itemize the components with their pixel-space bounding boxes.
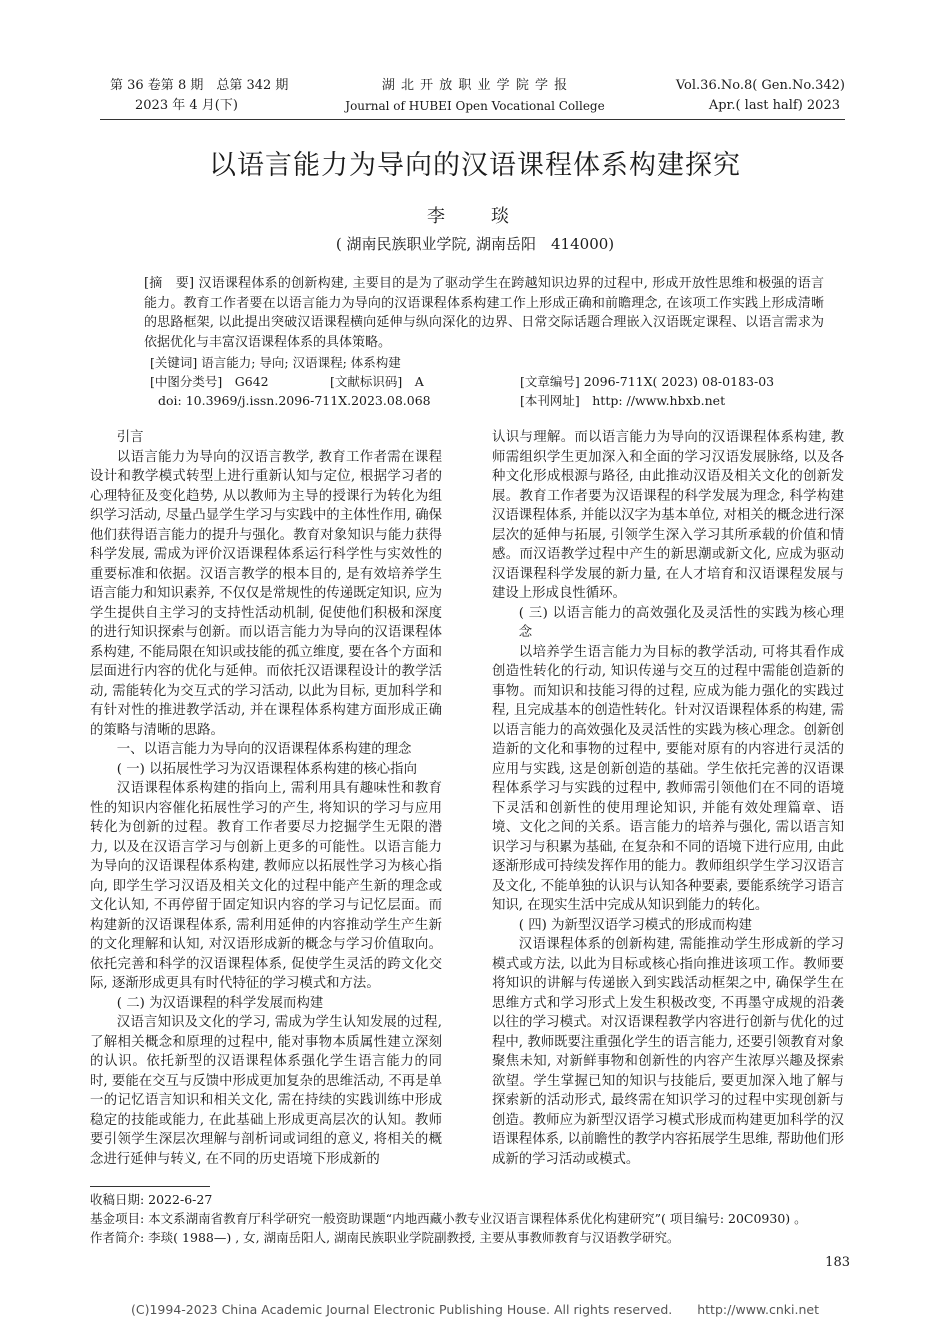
header-rule bbox=[100, 119, 845, 120]
section-heading: ( 一) 以拓展性学习为汉语课程体系构建的核心指向 bbox=[116, 761, 417, 777]
page-number: 183 bbox=[825, 1255, 850, 1270]
volume-info-en: Vol.36.No.8( Gen.No.342) bbox=[675, 78, 845, 93]
author-name: 李 琰 bbox=[427, 206, 523, 227]
body-paragraph: 以语言能力为导向的汉语言教学, 教育工作者需在课程设计和教学模式转型上进行重新认知与定位, 根据学习者的心理特征及变化趋势, 从以教师为主导的授课行为转化为组织学习活动, 尽量凸显学生学习与实践中的主体性作用, 确保他们获得语言能力的提升与强化。教育对象知识与能力获得科学发展, 需成为评价汉语课程体系运行科学性与实效性的重要标准和依据。汉语言教学的根本目的, 是有效培养学生语言能力和知识素养, 不仅仅是常规性的传递既定知识, 应为学生提供自主学习的支持性活动机制, 促使他们积极和深度的进行知识探索与创新。而以语言能力为导向的汉语课程体系构建, 不能局限在知识或技能的孤立维度, 要在各个方面和层面进行内容的优化与延伸。而依托汉语课程设计的教学活动, 需能转化为交互式的学习活动, 以此为目标, 更加科学和有针对性的推进教学活动, 并在课程体系构建方面形成正确的策略与清晰的思路。 bbox=[90, 449, 442, 738]
issue-date-en: Apr.( last half) 2023 bbox=[708, 98, 840, 113]
section-heading: ( 二) 为汉语课程的科学发展而构建 bbox=[116, 995, 324, 1011]
section-heading: 一、以语言能力为导向的汉语课程体系构建的理念 bbox=[116, 742, 412, 757]
author-affiliation: ( 湖南民族职业学院, 湖南岳阳 414000) bbox=[335, 235, 615, 253]
abstract-text: 汉语课程体系的创新构建, 主要目的是为了驱动学生在跨越知识边界的过程中, 形成开放性思维和极强的语言能力。教育工作者要在以语言能力为导向的汉语课程体系构建工作上形成正确和前瞻理念, 在该项工作实践上形成清晰的思路框架, 以此提出突破汉语课程横向延伸与纵向深化的边界、日常交际话题合理嵌入汉语既定课程、以语言需求为依据优化与丰富汉语课程体系的具体策略。 bbox=[144, 276, 825, 350]
body-paragraph: 以培养学生语言能力为目标的教学活动, 可将其看作成创造性转化的行动, 知识传递与交互的过程中需能创造新的事物。而知识和技能习得的过程, 应成为能力强化的实践过程, 且完成基本的创造性转化。针对汉语课程体系的构建, 需以语言能力的高效强化及灵活性的实践为核心理念。创新创造新的文化和事物的过程中, 要能对原有的内容进行灵活的应用与实践, 这是创新创造的基础。学生依托完善的汉语课程体系学习与实践的过程中, 教师需引领他们在不同的语境下灵活和创新性的使用理论知识, 并能有效处理篇章、语境、文化之间的关系。语言能力的培养与强化, 需以语言知识学习与积累为基础, 在复杂和不同的语境下进行应用, 由此逐渐形成可持续发挥作用的能力。教师组织学生学习汉语言及文化, 不能单独的认识与认知各种要素, 要能系统学习语言知识, 在现实生活中完成从知识到能力的转化。 bbox=[492, 644, 844, 913]
body-paragraph: 汉语课程体系构建的指向上, 需利用具有趣味性和教育性的知识内容催化拓展性学习的产生, 将知识的学习与应用转化为创新的过程。教育工作者要尽力挖掘学生无限的潜力, 以及在汉语言学习与创新上更多的可能性。以语言能力为导向的汉语课程体系构建, 教师应以拓展性学习为核心指向, 即学生学习汉语及相关文化的过程中能产生新的理念或文化认知, 不再停留于固定知识内容的学习与记忆层面。而构建新的汉语课程体系, 需利用延伸的内容推动学生产生新的文化理解和认知, 对汉语形成新的概念与学习价值取向。依托完善和科学的汉语课程体系, 促使学生灵活的跨文化交际, 逐渐形成更具有时代特征的学习模式和方法。 bbox=[90, 781, 442, 991]
article-number: [文章编号] 2096-711X( 2023) 08-0183-03 bbox=[520, 374, 775, 389]
intro-heading: 引言 bbox=[116, 430, 144, 445]
body-paragraph: 汉语课程体系的创新构建, 需能推动学生形成新的学习模式或方法, 以此为目标或核心指向推进该项工作。教师要将知识的讲解与传递嵌入到实践活动框架之中, 确保学生在思维方式和学习形式上发生积极改变, 不再墨守成规的沿袭以往的学习模式。对汉语课程教学内容进行创新与优化的过程中, 教师既要注重强化学生的语言能力, 还要引领教育对象聚焦未知, 对新鲜事物和创新性的内容产生浓厚兴趣及探索欲望。学生掌握已知的知识与技能后, 要更加深入地了解与探索新的活动形式, 最终需在知识学习的过程中实现创新与创造。教师应为新型汉语学习模式形成而构建更加科学的汉语课程体系, 以前瞻性的教学内容拓展学生思维, 帮助他们形成新的学习活动或模式。 bbox=[492, 937, 844, 1167]
abstract bbox=[144, 274, 824, 352]
section-heading: ( 三) 以语言能力的高效强化及灵活性的实践为核心理念 bbox=[518, 605, 844, 640]
body-right-column bbox=[492, 428, 844, 1169]
keywords: [关键词] 语言能力; 导向; 汉语课程; 体系构建 bbox=[150, 355, 401, 370]
issue-info: 第 36 卷第 8 期 总第 342 期 bbox=[110, 78, 289, 93]
abstract-label: [摘 要] bbox=[144, 276, 195, 291]
document-code: [文献标识码] A bbox=[330, 374, 424, 389]
body-paragraph: 认识与理解。而以语言能力为导向的汉语课程体系构建, 教师需组织学生更加深入和全面的学习汉语发展脉络, 以及各种文化形成根源与路径, 由此推动汉语及相关文化的创新发展。教育工作者要为汉语课程的科学发展为理念, 科学构建汉语课程体系, 并能以汉字为基本单位, 对相关的概念进行深层次的延伸与拓展, 引领学生深入学习其所承载的价值和情感。而汉语教学过程中产生的新思潮或新文化, 应成为驱动汉语课程科学发展的新力量, 在人才培育和汉语课程发展与建设上形成良性循环。 bbox=[492, 430, 844, 601]
journal-name-cn: 湖 北 开 放 职 业 学 院 学 报 bbox=[381, 78, 569, 93]
fund-info: 基金项目: 本文系湖南省教育厅科学研究一般资助课题“内地西藏小教专业汉语言课程体系优化构建研究”( 项目编号: 20C0930) 。 bbox=[90, 1211, 807, 1226]
body-left-column bbox=[90, 428, 442, 1169]
received-date: 收稿日期: 2022-6-27 bbox=[90, 1192, 213, 1207]
clc-number: [中图分类号] G642 bbox=[150, 374, 269, 389]
issue-date: 2023 年 4 月(下) bbox=[135, 98, 238, 113]
journal-website[interactable]: [本刊网址] http: //www.hbxb.net bbox=[520, 393, 726, 408]
body-paragraph: 汉语言知识及文化的学习, 需成为学生认知发展的过程, 了解相关概念和原理的过程中, 能对事物本质属性建立深刻的认识。依托新型的汉语课程体系强化学生语言能力的同时, 要能在交互与反馈中形成更加复杂的思维活动, 不再是单一的记忆语言知识和相关文化, 需在持续的实践训练中形成稳定的技能或能力, 在此基础上形成更高层次的认知。教师要引领学生深层次理解与剖析词或词组的意义, 将相关的概念进行延伸与转义, 在不同的历史语境下形成新的 bbox=[90, 1015, 442, 1167]
author-bio: 作者简介: 李琰( 1988—) , 女, 湖南岳阳人, 湖南民族职业学院副教授, 主要从事教师教育与汉语教学研究。 bbox=[90, 1230, 680, 1245]
article-title: 以语言能力为导向的汉语课程体系构建探究 bbox=[209, 150, 741, 181]
journal-name-en: Journal of HUBEI Open Vocational College bbox=[345, 99, 605, 113]
footnote-rule bbox=[90, 1186, 210, 1187]
doi: doi: 10.3969/j.issn.2096-711X.2023.08.068 bbox=[158, 393, 431, 408]
copyright-notice: (C)1994-2023 China Academic Journal Electronic Publishing House. All rights reserved. http://www.cnki.net bbox=[130, 1302, 820, 1317]
section-heading: ( 四) 为新型汉语学习模式的形成而构建 bbox=[518, 917, 753, 933]
